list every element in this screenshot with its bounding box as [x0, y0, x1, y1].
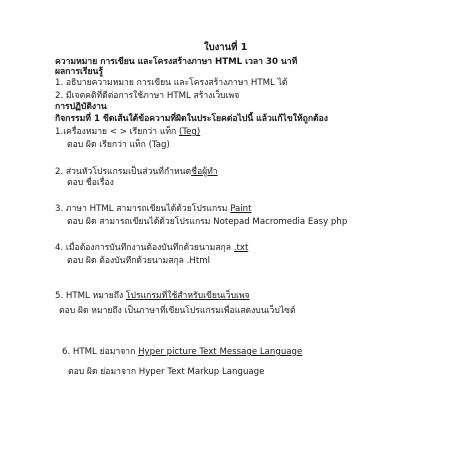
answer-text: ตอบ ผิด ย่อมาจาก Hyper Text Markup Language	[68, 367, 265, 377]
underlined-error: Paint	[230, 204, 252, 214]
question-text: 4. เมื่อต้องการบันทึกงานต้องบันทึกด้วยนามสกุล	[55, 243, 234, 253]
underlined-error: Hyper picture Text Message Language	[138, 347, 303, 357]
objectives-heading: ผลการเรียนรู้	[55, 67, 104, 77]
underlined-error: โปรแกรมที่ใช้สำหรับเขียนเว็บเพจ	[125, 291, 250, 301]
practice-heading: การปฏิบัติงาน	[55, 102, 107, 112]
question-text: 6. HTML ย่อมาจาก	[62, 347, 139, 357]
question-item	[55, 127, 200, 138]
question-item	[55, 291, 250, 302]
worksheet-topic: ความหมาย การเขียน และโครงสร้างภาษา HTML เวลา 30 นาที	[55, 57, 298, 67]
answer-text: ตอบ ชื่อเรื่อง	[67, 178, 114, 188]
objective-item: 1. อธิบายความหมาย การเขียน และโครงสร้างภาษา HTML ได้	[55, 78, 288, 88]
question-item	[62, 347, 302, 358]
question-item	[55, 243, 248, 254]
question-text: 3. ภาษา HTML สามารถเขียนได้ด้วยโปรแกรม	[55, 204, 231, 214]
question-text: 1.เครื่องหมาย < > เรียกว่า แท็ก	[55, 127, 179, 137]
objective-item: 2. มีเจตคติที่ดีต่อการใช้ภาษา HTML สร้างเว็บเพจ	[55, 91, 240, 101]
activity-instruction: กิจกรรมที่ 1 ขีดเส้นใต้ข้อความที่ผิดในประโยคต่อไปนี้ แล้วแก้ไขให้ถูกต้อง	[55, 114, 328, 124]
question-item	[55, 204, 251, 215]
underlined-error: .txt	[233, 243, 249, 253]
answer-text: ตอบ ผิด ต้องบันทึกด้วยนามสกุล .Html	[67, 256, 210, 266]
question-text: 2. ส่วนหัวโปรแกรมเป็นส่วนที่กำหนด	[55, 167, 192, 177]
answer-text: ตอบ ผิด สามารถเขียนได้ด้วยโปรแกรม Notepad Macromedia Easy php	[67, 217, 348, 227]
question-item	[55, 167, 218, 178]
underlined-error: (Teg)	[178, 127, 201, 137]
answer-text: ตอบ ผิด หมายถึง เป็นภาษาที่เขียนโปรแกรมเพื่อแสดงบนเว็บไซต์	[59, 306, 296, 316]
question-text: 5. HTML หมายถึง	[55, 291, 126, 301]
underlined-error: ชื่อผู้ทำ	[191, 167, 218, 177]
answer-text: ตอบ ผิด เรียกว่า แท็ก (Tag)	[67, 140, 170, 150]
worksheet-title: ใบงานที่ 1	[204, 42, 248, 53]
